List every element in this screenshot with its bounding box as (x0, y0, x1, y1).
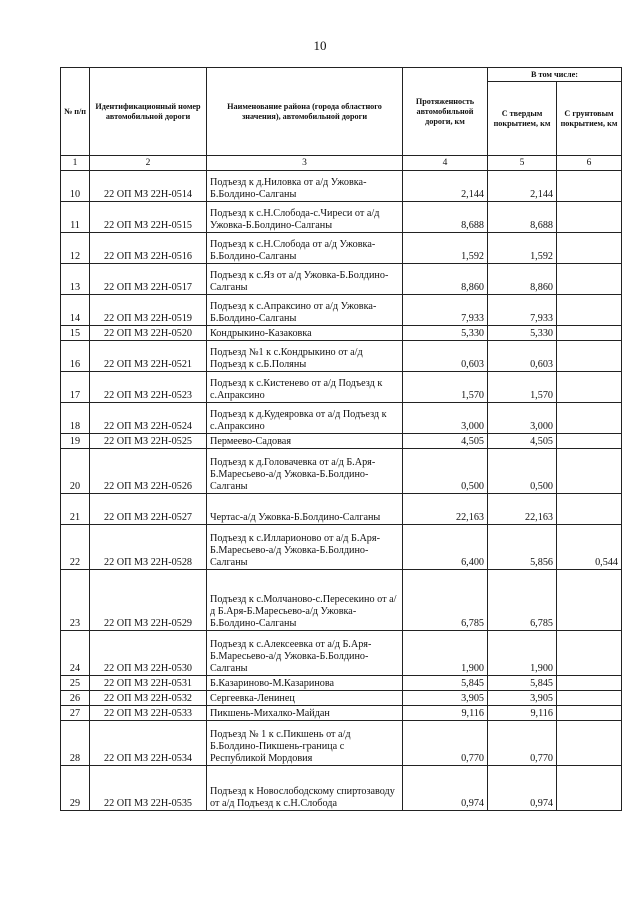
row-dirt (557, 766, 622, 811)
table-row (61, 494, 622, 525)
row-num: 29 (61, 766, 90, 811)
header-id: Идентификационный номер автомобильной дороги (90, 68, 207, 156)
row-id: 22 ОП МЗ 22Н-0530 (90, 631, 207, 676)
row-num: 11 (61, 202, 90, 233)
row-hard: 8,688 (488, 202, 557, 233)
row-name: Подъезд к с.Яз от а/д Ужовка-Б.Болдино-Салганы (207, 264, 403, 295)
row-dirt (557, 449, 622, 494)
row-dirt (557, 341, 622, 372)
row-hard: 7,933 (488, 295, 557, 326)
row-num: 17 (61, 372, 90, 403)
table-row (61, 766, 622, 811)
row-length: 4,505 (403, 434, 488, 449)
row-name: Б.Казариново-М.Казаринова (207, 676, 403, 691)
page-number: 10 (313, 38, 327, 53)
row-id: 22 ОП МЗ 22Н-0534 (90, 721, 207, 766)
row-num: 12 (61, 233, 90, 264)
col-number-4: 4 (403, 156, 488, 171)
header-num: № п/п (61, 68, 90, 156)
table-row (61, 233, 622, 264)
row-num: 13 (61, 264, 90, 295)
table-row (61, 341, 622, 372)
row-id: 22 ОП МЗ 22Н-0533 (90, 706, 207, 721)
row-hard: 1,592 (488, 233, 557, 264)
row-dirt (557, 691, 622, 706)
row-name: Кондрыкино-Казаковка (207, 326, 403, 341)
row-hard: 1,900 (488, 631, 557, 676)
row-hard: 0,974 (488, 766, 557, 811)
row-num: 22 (61, 525, 90, 570)
row-dirt (557, 372, 622, 403)
row-num: 24 (61, 631, 90, 676)
row-name: Подъезд №1 к с.Кондрыкино от а/д Подъезд к с.Б.Поляны (207, 341, 403, 372)
row-length: 5,845 (403, 676, 488, 691)
row-name: Чертас-а/д Ужовка-Б.Болдино-Салганы (207, 494, 403, 525)
row-id: 22 ОП МЗ 22Н-0526 (90, 449, 207, 494)
row-hard: 0,500 (488, 449, 557, 494)
row-length: 0,603 (403, 341, 488, 372)
row-hard: 5,845 (488, 676, 557, 691)
row-hard: 5,330 (488, 326, 557, 341)
header-name: Наименование района (города областного значения), автомобильной дороги (207, 68, 403, 156)
roads-table (60, 67, 622, 811)
row-num: 19 (61, 434, 90, 449)
table-row (61, 721, 622, 766)
row-length: 6,785 (403, 570, 488, 631)
table-row (61, 706, 622, 721)
row-hard: 3,000 (488, 403, 557, 434)
row-hard: 4,505 (488, 434, 557, 449)
col-number-3: 3 (207, 156, 403, 171)
header-dirt: С грунтовым покрытием, км (557, 82, 622, 156)
row-length: 3,905 (403, 691, 488, 706)
col-number-6: 6 (557, 156, 622, 171)
table-row (61, 202, 622, 233)
row-length: 1,570 (403, 372, 488, 403)
row-dirt (557, 706, 622, 721)
row-length: 9,116 (403, 706, 488, 721)
row-length: 2,144 (403, 171, 488, 202)
row-id: 22 ОП МЗ 22Н-0532 (90, 691, 207, 706)
row-id: 22 ОП МЗ 22Н-0524 (90, 403, 207, 434)
row-hard: 2,144 (488, 171, 557, 202)
row-num: 15 (61, 326, 90, 341)
row-id: 22 ОП МЗ 22Н-0520 (90, 326, 207, 341)
table-row (61, 449, 622, 494)
row-num: 18 (61, 403, 90, 434)
row-num: 23 (61, 570, 90, 631)
row-id: 22 ОП МЗ 22Н-0531 (90, 676, 207, 691)
row-num: 21 (61, 494, 90, 525)
table-row (61, 372, 622, 403)
row-length: 7,933 (403, 295, 488, 326)
row-num: 28 (61, 721, 90, 766)
table-row (61, 691, 622, 706)
row-length: 22,163 (403, 494, 488, 525)
col-number-5: 5 (488, 156, 557, 171)
row-dirt (557, 264, 622, 295)
row-length: 5,330 (403, 326, 488, 341)
row-hard: 0,770 (488, 721, 557, 766)
row-name: Сергеевка-Ленинец (207, 691, 403, 706)
row-name: Пермеево-Садовая (207, 434, 403, 449)
row-dirt (557, 233, 622, 264)
row-dirt (557, 403, 622, 434)
row-hard: 3,905 (488, 691, 557, 706)
row-id: 22 ОП МЗ 22Н-0535 (90, 766, 207, 811)
row-name: Подъезд к с.Алексеевка от а/д Б.Аря-Б.Маресьево-а/д Ужовка-Б.Болдино-Салганы (207, 631, 403, 676)
row-hard: 22,163 (488, 494, 557, 525)
row-dirt (557, 295, 622, 326)
row-hard: 5,856 (488, 525, 557, 570)
table-row (61, 631, 622, 676)
row-name: Подъезд к д.Ниловка от а/д Ужовка-Б.Болдино-Салганы (207, 171, 403, 202)
row-dirt (557, 721, 622, 766)
row-name: Подъезд к д.Головачевка от а/д Б.Аря-Б.Маресьево-а/д Ужовка-Б.Болдино-Салганы (207, 449, 403, 494)
row-name: Подъезд к с.Н.Слобода-с.Чиреси от а/д Ужовка-Б.Болдино-Салганы (207, 202, 403, 233)
row-num: 27 (61, 706, 90, 721)
row-num: 20 (61, 449, 90, 494)
row-length: 8,688 (403, 202, 488, 233)
row-id: 22 ОП МЗ 22Н-0521 (90, 341, 207, 372)
row-id: 22 ОП МЗ 22Н-0527 (90, 494, 207, 525)
row-hard: 8,860 (488, 264, 557, 295)
row-dirt (557, 434, 622, 449)
row-length: 0,500 (403, 449, 488, 494)
row-dirt (557, 171, 622, 202)
header-length: Протяженность автомобильной дороги, км (403, 68, 488, 156)
row-name: Подъезд к с.Кистенево от а/д Подъезд к с.Апраксино (207, 372, 403, 403)
row-dirt (557, 570, 622, 631)
row-num: 26 (61, 691, 90, 706)
row-length: 0,974 (403, 766, 488, 811)
row-hard: 9,116 (488, 706, 557, 721)
row-name: Подъезд № 1 к с.Пикшень от а/д Б.Болдино-Пикшень-граница с Республикой Мордовия (207, 721, 403, 766)
header-group: В том числе: (488, 68, 622, 82)
table-row (61, 264, 622, 295)
row-length: 1,592 (403, 233, 488, 264)
row-dirt (557, 676, 622, 691)
col-number-1: 1 (61, 156, 90, 171)
row-num: 16 (61, 341, 90, 372)
row-length: 1,900 (403, 631, 488, 676)
row-id: 22 ОП МЗ 22Н-0514 (90, 171, 207, 202)
row-dirt: 0,544 (557, 525, 622, 570)
row-id: 22 ОП МЗ 22Н-0516 (90, 233, 207, 264)
row-id: 22 ОП МЗ 22Н-0529 (90, 570, 207, 631)
table-row (61, 434, 622, 449)
row-id: 22 ОП МЗ 22Н-0517 (90, 264, 207, 295)
row-id: 22 ОП МЗ 22Н-0519 (90, 295, 207, 326)
row-id: 22 ОП МЗ 22Н-0523 (90, 372, 207, 403)
row-id: 22 ОП МЗ 22Н-0515 (90, 202, 207, 233)
row-id: 22 ОП МЗ 22Н-0528 (90, 525, 207, 570)
table-row (61, 326, 622, 341)
table-row (61, 295, 622, 326)
header-hard: С твердым покрытием, км (488, 82, 557, 156)
row-length: 3,000 (403, 403, 488, 434)
table-row (61, 570, 622, 631)
row-num: 14 (61, 295, 90, 326)
row-num: 25 (61, 676, 90, 691)
row-dirt (557, 631, 622, 676)
row-dirt (557, 494, 622, 525)
row-length: 8,860 (403, 264, 488, 295)
row-length: 0,770 (403, 721, 488, 766)
row-hard: 0,603 (488, 341, 557, 372)
row-name: Подъезд к с.Апраксино от а/д Ужовка-Б.Болдино-Салганы (207, 295, 403, 326)
row-dirt (557, 326, 622, 341)
row-name: Пикшень-Михалко-Майдан (207, 706, 403, 721)
table-row (61, 676, 622, 691)
table-row (61, 403, 622, 434)
row-id: 22 ОП МЗ 22Н-0525 (90, 434, 207, 449)
row-hard: 6,785 (488, 570, 557, 631)
row-dirt (557, 202, 622, 233)
row-name: Подъезд к с.Н.Слобода от а/д Ужовка-Б.Болдино-Салганы (207, 233, 403, 264)
table-row (61, 525, 622, 570)
row-hard: 1,570 (488, 372, 557, 403)
table-row (61, 171, 622, 202)
col-number-2: 2 (90, 156, 207, 171)
row-name: Подъезд к с.Илларионово от а/д Б.Аря-Б.Маресьево-а/д Ужовка-Б.Болдино-Салганы (207, 525, 403, 570)
row-name: Подъезд к д.Кудеяровка от а/д Подъезд к с.Апраксино (207, 403, 403, 434)
row-name: Подъезд к с.Молчаново-с.Пересекино от а/д Б.Аря-Б.Маресьево-а/д Ужовка-Б.Болдино-Салганы (207, 570, 403, 631)
row-length: 6,400 (403, 525, 488, 570)
row-name: Подъезд к Новослободскому спиртозаводу от а/д Подъезд к с.Н.Слобода (207, 766, 403, 811)
row-num: 10 (61, 171, 90, 202)
